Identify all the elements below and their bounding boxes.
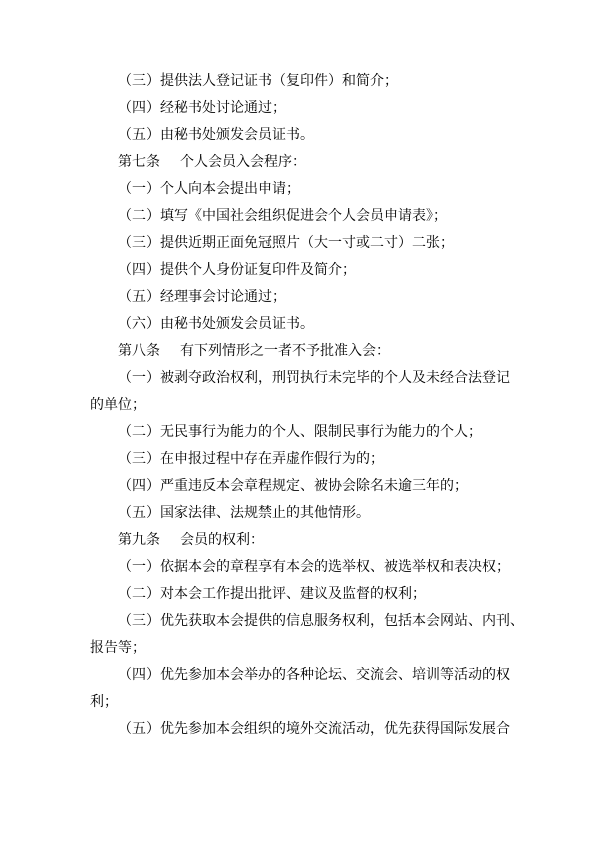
clause-line: （五）优先参加本会组织的境外交流活动，优先获得国际发展合 [118,721,510,737]
clause-line: （三）提供法人登记证书（复印件）和简介； [118,73,398,89]
article-heading-7 [118,153,306,171]
clause-line: （四）严重违反本会章程规定、被协会除名未逾三年的； [118,478,468,494]
clause-line: （五）国家法律、法规禁止的其他情形。 [118,505,370,521]
clause-line: （二）无民事行为能力的个人、限制民事行为能力的个人； [118,424,482,440]
clause-line: （六）由秘书处颁发会员证书。 [118,316,314,332]
article-title: 有下列情形之一者不予批准入会： [180,343,390,359]
article-title: 个人会员入会程序： [180,154,306,170]
clause-line: （五）经理事会讨论通过； [118,289,286,305]
clause-line: （一）被剥夺政治权利，刑罚执行未完毕的个人及未经合法登记 [118,370,510,386]
clause-line-continuation: 利； [90,694,118,710]
article-heading-8 [118,342,390,360]
article-number: 第八条 [118,343,160,359]
clause-line: （一）依据本会的章程享有本会的选举权、被选举权和表决权； [118,559,510,575]
article-number: 第七条 [118,154,160,170]
article-title: 会员的权利： [180,532,264,548]
clause-line: （四）优先参加本会举办的各种论坛、交流会、培训等活动的权 [118,667,510,683]
clause-line: （三）提供近期正面免冠照片（大一寸或二寸）二张； [118,235,454,251]
clause-line: （四）经秘书处讨论通过； [118,100,286,116]
clause-line: （三）优先获取本会提供的信息服务权利，包括本会网站、内刊、 [118,613,524,629]
clause-line: （一）个人向本会提出申请； [118,181,300,197]
article-number: 第九条 [118,532,160,548]
article-heading-9 [118,531,264,549]
clause-line: （五）由秘书处颁发会员证书。 [118,127,314,143]
clause-line: （三）在申报过程中存在弄虚作假行为的； [118,451,384,467]
clause-line: （二）对本会工作提出批评、建议及监督的权利； [118,586,426,602]
clause-line-continuation: 报告等； [90,640,146,656]
clause-line: （四）提供个人身份证复印件及简介； [118,262,356,278]
clause-line-continuation: 的单位； [90,397,146,413]
clause-line: （二）填写《中国社会组织促进会个人会员申请表》； [118,208,447,224]
